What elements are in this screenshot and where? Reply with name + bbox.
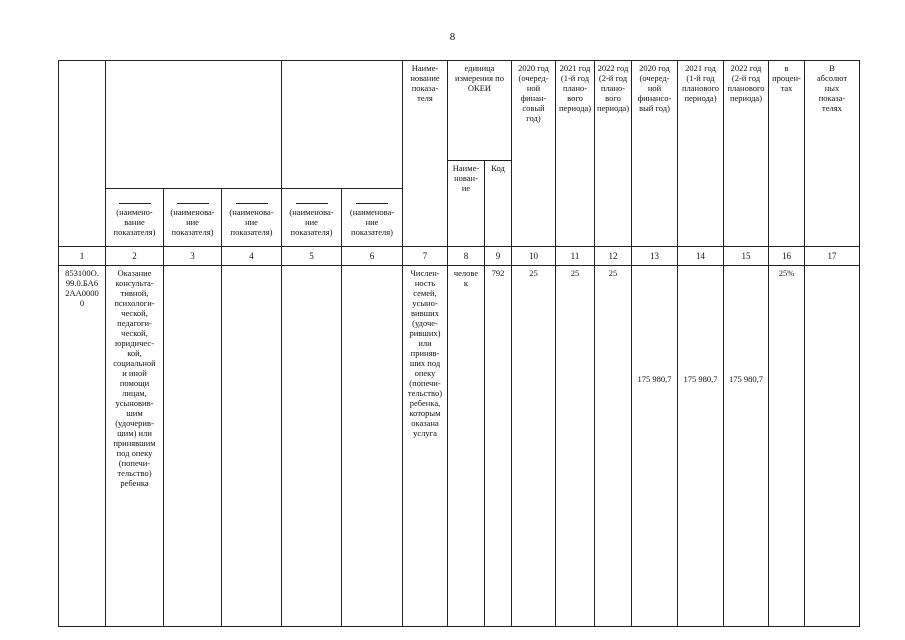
page-number: 8 <box>449 31 456 43</box>
service-name: Оказание консульта- тивной, психологи- ческой, педагоги- ческой, юридичес- кой, социальной и иной помощи лицам, усыновив- шим (удочерив- шим) или принявшим под опеку (попечи- тельство) ребенка <box>106 266 164 627</box>
header-col14: 2021 год (1-й год планового периода) <box>678 61 724 247</box>
header-cell-content-group <box>106 61 282 189</box>
header-cell-1 <box>59 61 106 247</box>
empty-cell <box>222 266 282 627</box>
column-number: 14 <box>678 247 724 266</box>
deviation-percent: 25% <box>769 266 805 627</box>
column-number: 1 <box>59 247 106 266</box>
indicator-name: Числен- ность семей, усыно- вивших (удоче- ривших) или приняв- ших под опеку (попечи- тельство) ребенка, которым оказана услуга <box>403 266 448 627</box>
price-2021: 175 980,7 <box>678 266 724 627</box>
header-placeholder-4: (наименова- ние показателя) <box>222 189 282 247</box>
header-col15: 2022 год (2-й год планового периода) <box>724 61 769 247</box>
column-number: 17 <box>805 247 860 266</box>
header-placeholder-3: (наименова- ние показателя) <box>164 189 222 247</box>
column-number: 7 <box>403 247 448 266</box>
header-unit-code: Код <box>485 161 512 247</box>
header-col16: в процен- тах <box>769 61 805 247</box>
column-number: 4 <box>222 247 282 266</box>
header-placeholder-5: (наименова- ние показателя) <box>282 189 342 247</box>
empty-cell <box>342 266 403 627</box>
header-unit-name: Наиме- нован- ие <box>448 161 485 247</box>
price-2020: 175 980,7 <box>632 266 678 627</box>
column-number-row <box>59 247 860 266</box>
header-col13: 2020 год (очеред- ной финансо- вый год) <box>632 61 678 247</box>
column-number: 2 <box>106 247 164 266</box>
header-indicator-name: Наиме- нование показа- теля <box>403 61 448 247</box>
price-2022: 175 980,7 <box>724 266 769 627</box>
empty-cell <box>164 266 222 627</box>
value-2022: 25 <box>595 266 632 627</box>
header-cell-conditions-group <box>282 61 403 189</box>
column-number: 3 <box>164 247 222 266</box>
column-number: 16 <box>769 247 805 266</box>
header-col11: 2021 год (1-й год плано- вого периода) <box>556 61 595 247</box>
column-number: 10 <box>512 247 556 266</box>
unit-name: челове к <box>448 266 485 627</box>
header-col10: 2020 год (очеред- ной финан- совый год) <box>512 61 556 247</box>
column-number: 13 <box>632 247 678 266</box>
registry-code: 853100О. 99.0.БА6 2АА0000 0 <box>59 266 106 627</box>
unit-code: 792 <box>485 266 512 627</box>
column-number: 5 <box>282 247 342 266</box>
header-col12: 2022 год (2-й год плано- вого периода) <box>595 61 632 247</box>
value-2021: 25 <box>556 266 595 627</box>
column-number: 12 <box>595 247 632 266</box>
header-unit-okei: единица измерения по ОКЕИ <box>448 61 512 161</box>
column-number: 15 <box>724 247 769 266</box>
value-2020: 25 <box>512 266 556 627</box>
empty-cell <box>805 266 860 627</box>
service-indicators-table <box>58 60 860 627</box>
column-number: 9 <box>485 247 512 266</box>
header-col17: В абсолют ных показа- телях <box>805 61 860 247</box>
empty-cell <box>282 266 342 627</box>
column-number: 8 <box>448 247 485 266</box>
column-number: 6 <box>342 247 403 266</box>
header-placeholder-6: (наименова- ние показателя) <box>342 189 403 247</box>
column-number: 11 <box>556 247 595 266</box>
header-placeholder-2: (наимено- вание показателя) <box>106 189 164 247</box>
table-row <box>59 266 860 627</box>
